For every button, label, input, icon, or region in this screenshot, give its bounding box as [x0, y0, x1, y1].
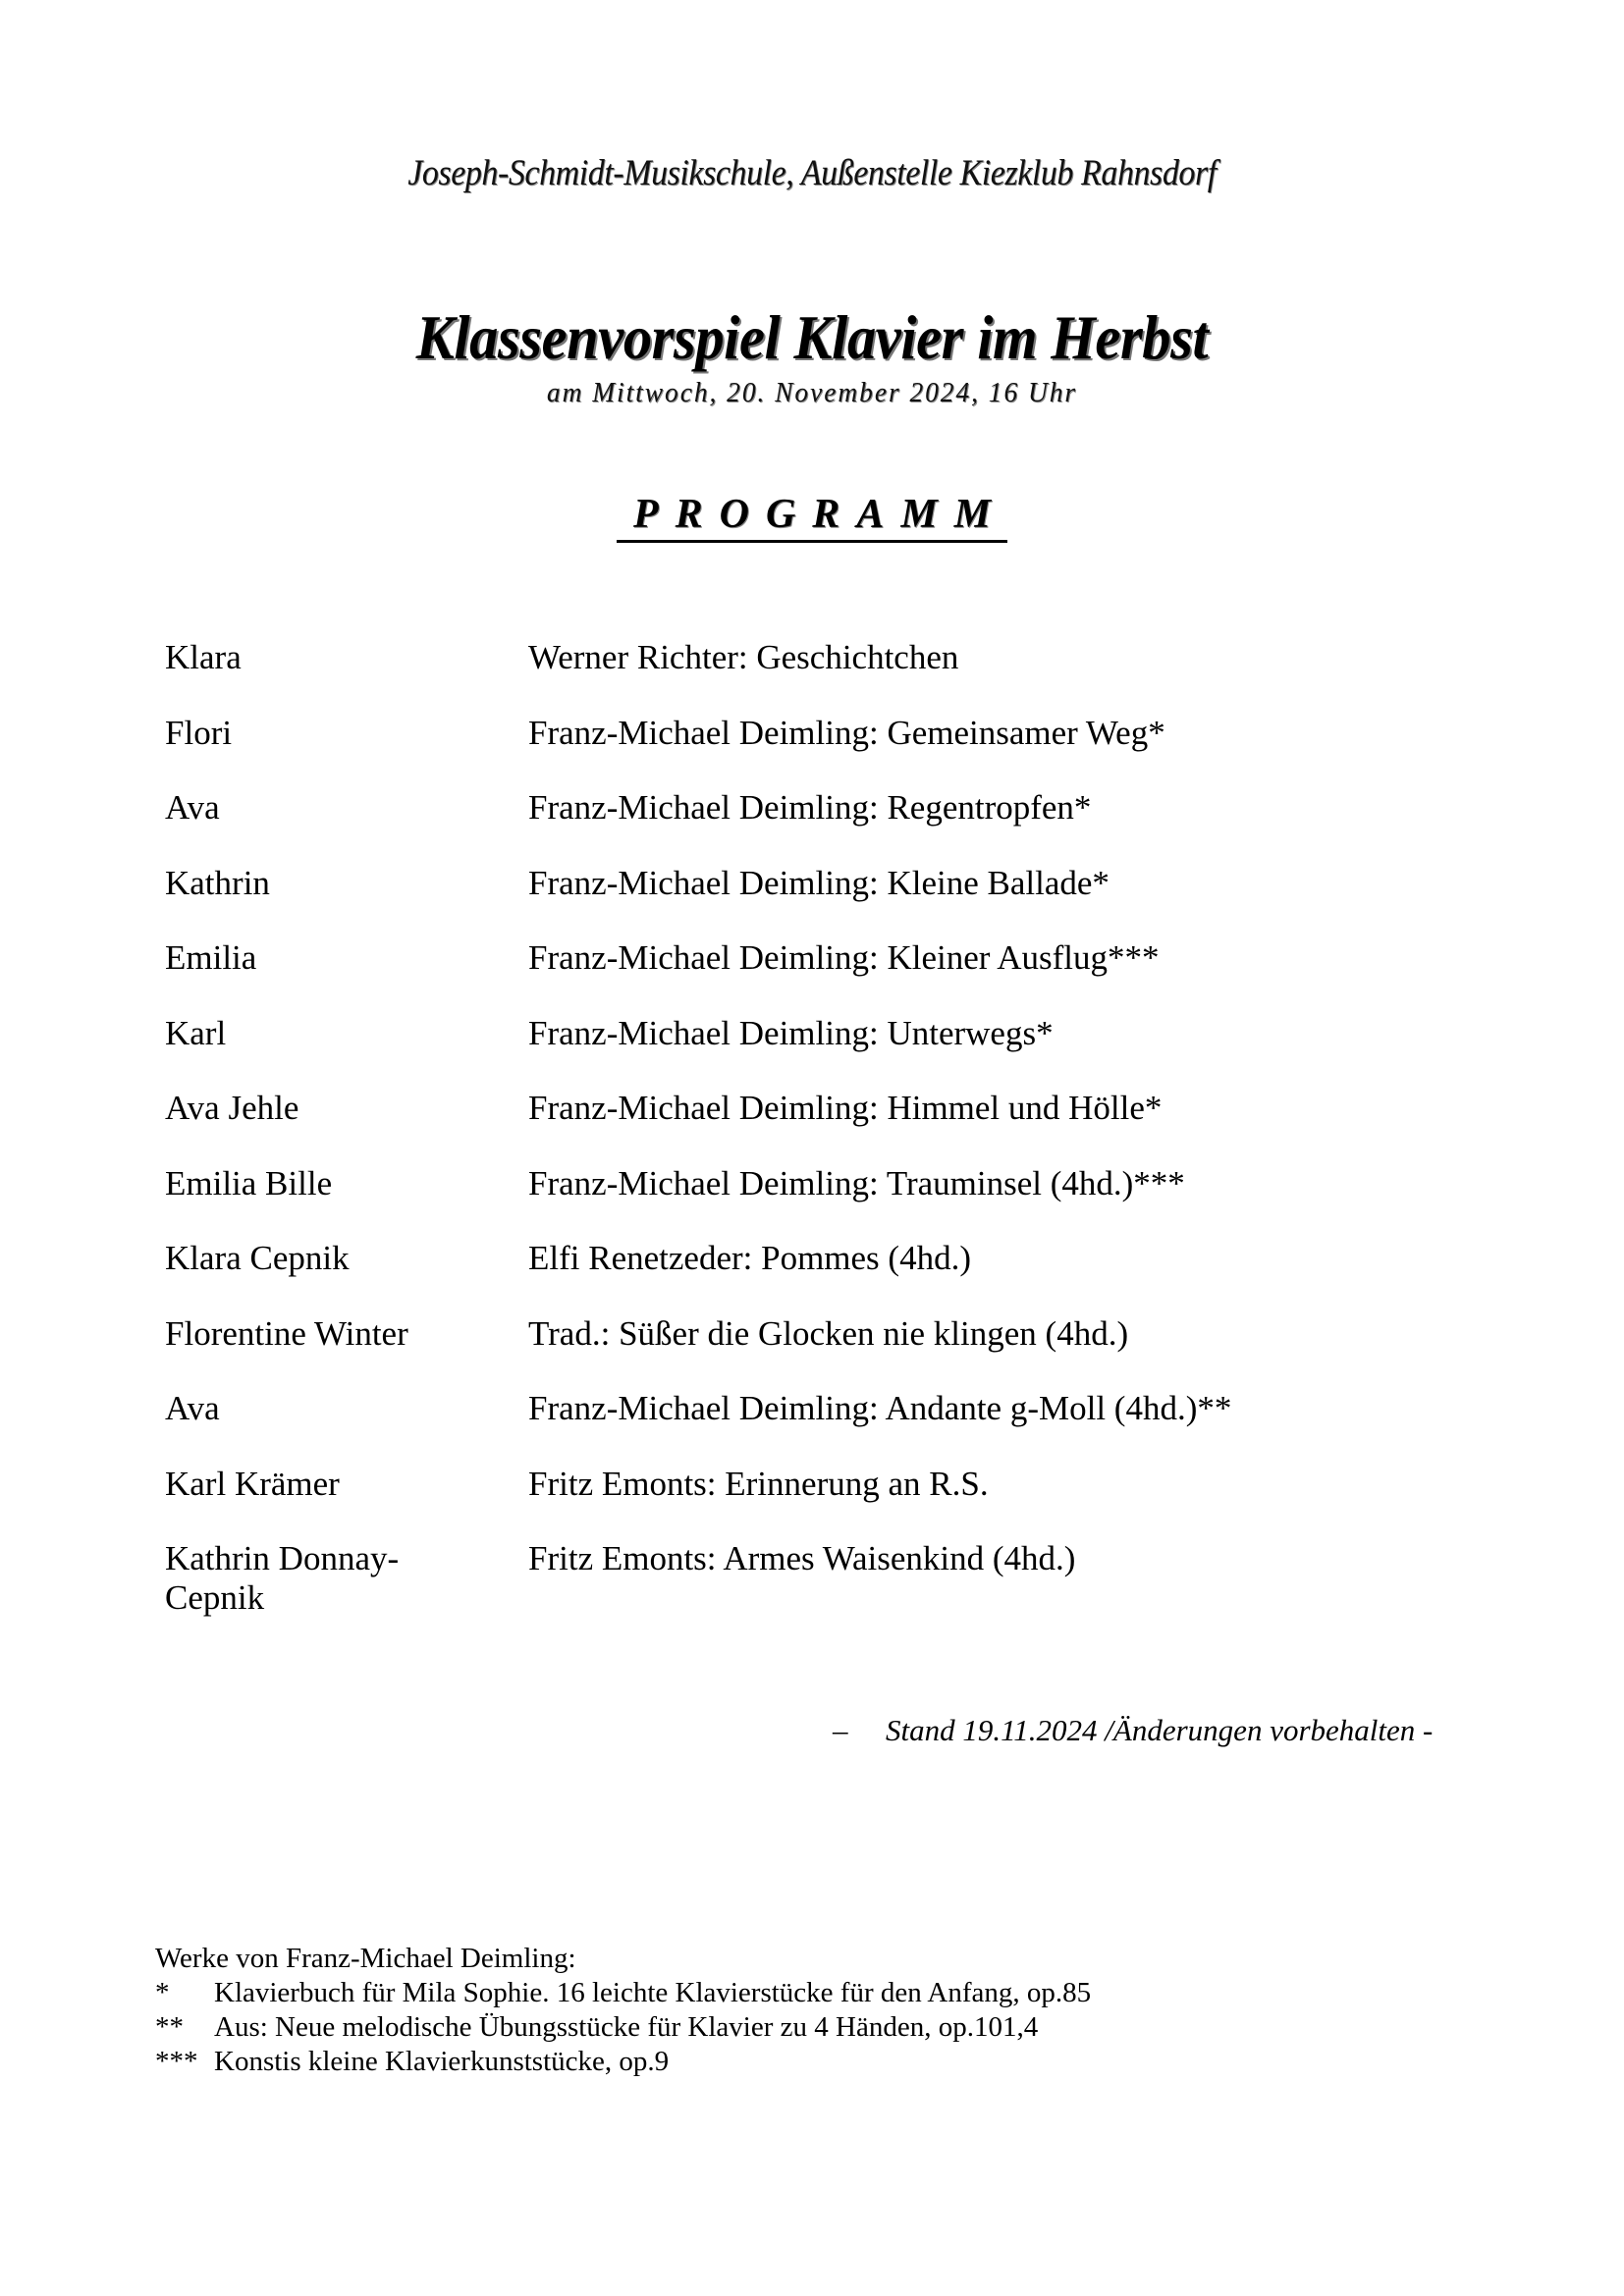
- piece-title: Franz-Michael Deimling: Andante g-Moll (4hd.)**: [528, 1389, 1232, 1427]
- performer-name: Karl: [165, 1013, 227, 1052]
- status-dash: –: [833, 1713, 848, 1747]
- footnote-text: Klavierbuch für Mila Sophie. 16 leichte Klavierstücke für den Anfang, op.85: [214, 1977, 1092, 2008]
- piece-title: Franz-Michael Deimling: Kleine Ballade*: [528, 863, 1110, 902]
- piece-title: Trad.: Süßer die Glocken nie klingen (4hd.): [528, 1313, 1129, 1353]
- performer-name: Florentine Winter: [165, 1313, 408, 1353]
- program-row: [165, 1465, 1343, 1540]
- performer-name: Emilia: [165, 938, 257, 977]
- piece-title: Fritz Emonts: Erinnerung an R.S.: [528, 1464, 989, 1503]
- piece-title: Franz-Michael Deimling: Unterwegs*: [528, 1013, 1054, 1052]
- program-row: [165, 1389, 1343, 1465]
- footnote-mark: ***: [155, 2046, 198, 2077]
- program-row: [165, 1539, 1343, 1637]
- performer-name: Kathrin Donnay-Cepnik: [165, 1539, 400, 1617]
- footnote-text: Konstis kleine Klavierkunststücke, op.9: [214, 2046, 670, 2077]
- program-row: [165, 638, 1343, 714]
- program-heading: PROGRAMM: [617, 491, 1007, 543]
- program-row: [165, 1239, 1343, 1314]
- status-text: Stand 19.11.2024 /Änderungen vorbehalten -: [886, 1713, 1434, 1747]
- piece-title: Franz-Michael Deimling: Regentropfen*: [528, 788, 1092, 827]
- piece-title: Franz-Michael Deimling: Gemeinsamer Weg*: [528, 713, 1165, 752]
- program-row: [165, 938, 1343, 1014]
- piece-title: Franz-Michael Deimling: Trauminsel (4hd.)***: [528, 1163, 1185, 1202]
- program-row: [165, 788, 1343, 864]
- performer-name: Flori: [165, 713, 233, 752]
- program-row: [165, 1164, 1343, 1240]
- performer-name: Ava: [165, 1389, 220, 1427]
- performer-name: Klara: [165, 638, 242, 676]
- footnotes-heading: Werke von Franz-Michael Deimling:: [155, 1943, 576, 1974]
- footnote-mark: **: [155, 2011, 184, 2043]
- program-heading-wrap: [0, 491, 1624, 543]
- event-date: am Mittwoch, 20. November 2024, 16 Uhr: [546, 378, 1078, 408]
- performer-name: Klara Cepnik: [165, 1239, 350, 1277]
- performer-name: Karl Krämer: [165, 1464, 340, 1503]
- footnote-mark: *: [155, 1977, 170, 2008]
- status-note: [833, 1713, 1433, 1748]
- piece-title: Franz-Michael Deimling: Kleiner Ausflug***: [528, 938, 1160, 977]
- program-row: [165, 1014, 1343, 1090]
- performer-name: Ava Jehle: [165, 1089, 299, 1127]
- program-list: [165, 638, 1343, 1637]
- school-name: Joseph-Schmidt-Musikschule, Außenstelle Kiezklub Rahnsdorf: [407, 153, 1217, 193]
- piece-title: Werner Richter: Geschichtchen: [528, 638, 959, 676]
- performer-name: Emilia Bille: [165, 1163, 333, 1202]
- footnotes: [155, 1942, 1091, 2079]
- footnote-item: [155, 2045, 1091, 2079]
- program-row: [165, 1089, 1343, 1164]
- performer-name: Ava: [165, 788, 220, 827]
- piece-title: Fritz Emonts: Armes Waisenkind (4hd.): [528, 1539, 1076, 1577]
- performer-name: Kathrin: [165, 863, 270, 902]
- footnote-item: [155, 2010, 1091, 2045]
- program-row: [165, 1314, 1343, 1390]
- page-title: Klassenvorspiel Klavier im Herbst: [415, 303, 1209, 372]
- piece-title: Elfi Renetzeder: Pommes (4hd.): [528, 1239, 971, 1277]
- program-row: [165, 864, 1343, 939]
- program-row: [165, 714, 1343, 789]
- footnote-item: [155, 1976, 1091, 2010]
- footnote-text: Aus: Neue melodische Übungsstücke für Klavier zu 4 Händen, op.101,4: [214, 2011, 1039, 2043]
- piece-title: Franz-Michael Deimling: Himmel und Hölle*: [528, 1089, 1163, 1127]
